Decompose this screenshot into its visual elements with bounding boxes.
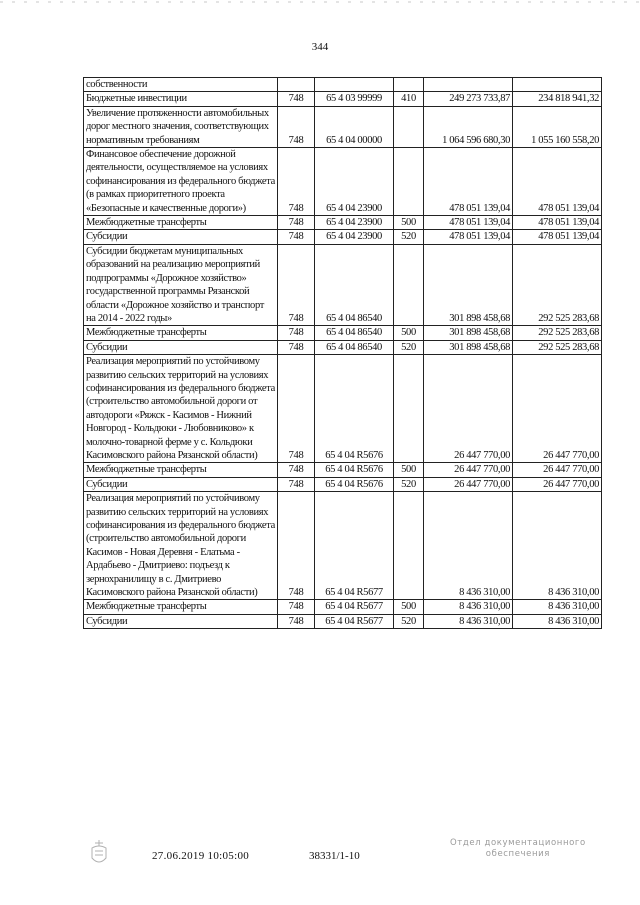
cell-sum2: 8 436 310,00	[513, 492, 602, 600]
cell-name: Бюджетные инвестиции	[84, 92, 278, 106]
budget-table-body	[84, 78, 602, 629]
stamp-line-2: обеспечения	[485, 849, 550, 859]
cell-name: Увеличение протяженности автомобильных дорог местного значения, соответствующих нормативным требованиям	[84, 106, 278, 147]
budget-table	[83, 77, 602, 629]
cell-vr	[394, 244, 424, 325]
table-row	[84, 600, 602, 614]
cell-vr: 520	[394, 477, 424, 491]
cell-vr: 520	[394, 230, 424, 244]
cell-name: Реализация мероприятий по устойчивому развитию сельских территорий на условиях софинансирования из федерального бюджета (строительство автомобильной дороги Касимов - Новая Деревня - Елатьма - Ардабьево - Дмитриево: подъезд к зернохранилищу в с. Дмитриево Касимовского района Рязанской области)	[84, 492, 278, 600]
cell-sum1: 301 898 458,68	[424, 326, 513, 340]
cell-code: 748	[278, 477, 315, 491]
cell-code: 748	[278, 355, 315, 463]
table-row	[84, 477, 602, 491]
cell-name: Реализация мероприятий по устойчивому развитию сельских территорий на условиях софинансирования из федерального бюджета (строительство автомобильной дороги от автодороги «Ряжск - Касимов - Нижний Новгород - Кольдюки - Любовниково» к молочно-товарной ферме у с. Кольдюки Касимовского района Рязанской области)	[84, 355, 278, 463]
cell-sum1: 301 898 458,68	[424, 340, 513, 354]
footer-timestamp: 27.06.2019 10:05:00	[152, 850, 250, 862]
cell-name: Субсидии	[84, 340, 278, 354]
cell-name: Субсидии	[84, 614, 278, 628]
cell-sum1: 26 447 770,00	[424, 477, 513, 491]
table-row	[84, 614, 602, 628]
cell-vr	[394, 106, 424, 147]
registration-stamp	[450, 838, 586, 860]
cell-csr: 65 4 04 R5677	[315, 600, 394, 614]
cell-sum1: 249 273 733,87	[424, 92, 513, 106]
table-row	[84, 148, 602, 216]
cell-name: Межбюджетные трансферты	[84, 326, 278, 340]
cell-vr: 500	[394, 326, 424, 340]
cell-sum2: 8 436 310,00	[513, 600, 602, 614]
cell-code	[278, 78, 315, 92]
cell-sum1: 8 436 310,00	[424, 492, 513, 600]
cell-name: Субсидии	[84, 230, 278, 244]
cell-csr: 65 4 04 23900	[315, 148, 394, 216]
cell-csr: 65 4 04 00000	[315, 106, 394, 147]
cell-sum2: 26 447 770,00	[513, 477, 602, 491]
cell-sum2: 26 447 770,00	[513, 463, 602, 477]
cell-sum1: 301 898 458,68	[424, 244, 513, 325]
table-row	[84, 326, 602, 340]
cell-name: Финансовое обеспечение дорожной деятельности, осуществляемое на условиях софинансирования из федерального бюджета (в рамках приоритетного проекта «Безопасные и качественные дороги»)	[84, 148, 278, 216]
cell-name: Субсидии бюджетам муниципальных образований на реализацию мероприятий подпрограммы «Дорожное хозяйство» государственной программы Рязанской области «Дорожное хозяйство и транспорт на 2014 - 2022 годы»	[84, 244, 278, 325]
cell-sum1: 8 436 310,00	[424, 600, 513, 614]
cell-sum1: 8 436 310,00	[424, 614, 513, 628]
cell-vr: 500	[394, 216, 424, 230]
cell-sum2	[513, 78, 602, 92]
cell-csr: 65 4 04 R5676	[315, 477, 394, 491]
cell-sum1: 478 051 139,04	[424, 230, 513, 244]
cell-sum2: 292 525 283,68	[513, 340, 602, 354]
cell-csr: 65 4 04 86540	[315, 326, 394, 340]
cell-code: 748	[278, 106, 315, 147]
cell-vr: 500	[394, 463, 424, 477]
table-row	[84, 106, 602, 147]
page-number: 344	[311, 41, 329, 53]
table-row	[84, 355, 602, 463]
table-row	[84, 92, 602, 106]
cell-sum2: 8 436 310,00	[513, 614, 602, 628]
cell-code: 748	[278, 92, 315, 106]
cell-vr	[394, 148, 424, 216]
cell-code: 748	[278, 148, 315, 216]
cell-vr	[394, 78, 424, 92]
cell-csr: 65 4 04 23900	[315, 216, 394, 230]
cell-csr: 65 4 04 R5676	[315, 355, 394, 463]
cell-name: собственности	[84, 78, 278, 92]
stamp-line-1: Отдел документационного	[450, 838, 586, 848]
cell-vr: 410	[394, 92, 424, 106]
cell-name: Межбюджетные трансферты	[84, 216, 278, 230]
cell-vr	[394, 492, 424, 600]
cell-sum1: 26 447 770,00	[424, 463, 513, 477]
cell-csr: 65 4 04 R5676	[315, 463, 394, 477]
cell-name: Межбюджетные трансферты	[84, 600, 278, 614]
cell-vr: 500	[394, 600, 424, 614]
cell-name: Межбюджетные трансферты	[84, 463, 278, 477]
cell-sum2: 478 051 139,04	[513, 230, 602, 244]
cell-sum2: 1 055 160 558,20	[513, 106, 602, 147]
cell-sum2: 292 525 283,68	[513, 244, 602, 325]
table-row	[84, 216, 602, 230]
cell-csr: 65 4 03 99999	[315, 92, 394, 106]
emblem-icon	[88, 838, 110, 868]
cell-sum1: 1 064 596 680,30	[424, 106, 513, 147]
cell-vr: 520	[394, 614, 424, 628]
cell-sum2: 478 051 139,04	[513, 216, 602, 230]
cell-sum2: 478 051 139,04	[513, 148, 602, 216]
cell-code: 748	[278, 463, 315, 477]
cell-csr	[315, 78, 394, 92]
cell-vr: 520	[394, 340, 424, 354]
cell-vr	[394, 355, 424, 463]
cell-csr: 65 4 04 86540	[315, 340, 394, 354]
scan-header-noise	[0, 0, 640, 6]
cell-sum1: 26 447 770,00	[424, 355, 513, 463]
cell-code: 748	[278, 492, 315, 600]
cell-sum2: 26 447 770,00	[513, 355, 602, 463]
footer-document-id: 38331/1-10	[309, 850, 360, 862]
cell-sum1	[424, 78, 513, 92]
cell-sum1: 478 051 139,04	[424, 216, 513, 230]
table-row	[84, 492, 602, 600]
cell-code: 748	[278, 244, 315, 325]
cell-csr: 65 4 04 R5677	[315, 492, 394, 600]
cell-name: Субсидии	[84, 477, 278, 491]
cell-csr: 65 4 04 23900	[315, 230, 394, 244]
cell-csr: 65 4 04 86540	[315, 244, 394, 325]
cell-sum1: 478 051 139,04	[424, 148, 513, 216]
table-row	[84, 340, 602, 354]
cell-code: 748	[278, 326, 315, 340]
cell-code: 748	[278, 600, 315, 614]
cell-sum2: 292 525 283,68	[513, 326, 602, 340]
cell-sum2: 234 818 941,32	[513, 92, 602, 106]
table-row	[84, 230, 602, 244]
cell-code: 748	[278, 614, 315, 628]
table-row	[84, 463, 602, 477]
cell-csr: 65 4 04 R5677	[315, 614, 394, 628]
cell-code: 748	[278, 340, 315, 354]
table-row	[84, 244, 602, 325]
cell-code: 748	[278, 216, 315, 230]
cell-code: 748	[278, 230, 315, 244]
table-row	[84, 78, 602, 92]
